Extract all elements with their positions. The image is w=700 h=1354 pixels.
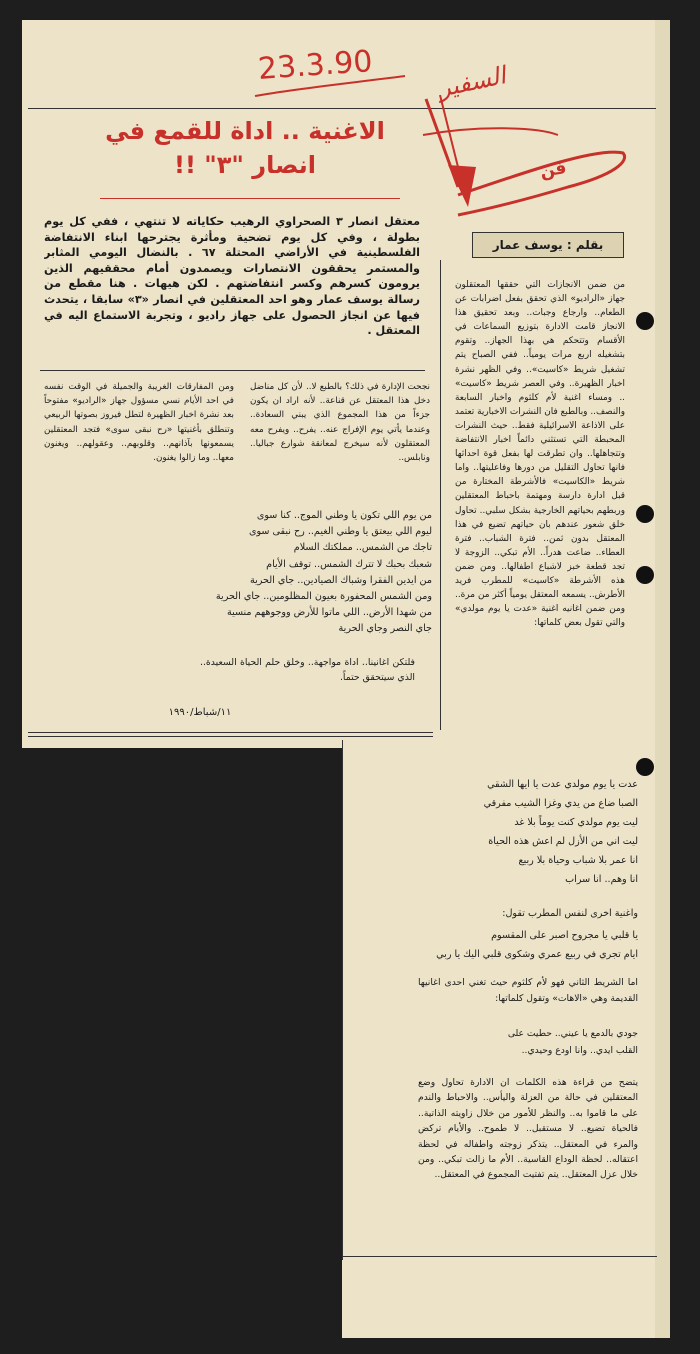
headline [90, 114, 400, 192]
bottom-rule [342, 1256, 657, 1257]
punch-hole [636, 312, 654, 330]
lyric-line: ليت يوم مولدي كنت يوماً بلا غد [514, 817, 638, 828]
article-column-right: من ضمن الانجازات التي حققها المعتقلون جهاز «الراديو» الذي تحقق بفعل اضرابات عن الطعام.. وارجاع وجبات.. وبعد تحقيق هذا الانجاز قامت الادارة بتوزيع السماعات في الأقسام وتتحكم هي بهذا الجهاز.. وتقوم بتشغيله اربع مرات يومياً.. ففي الصباح يتم تشغيل شريط «كاسيت».. وفي الظهر نشرة اخبار الظهيرة.. وفي العصر شريط «كاسيت» .. ومساء اغنية لأم كلثوم واخبار السابعة والنصف.. وبالطبع فان النشرات الاخبارية تعتمد على الاذاعة الاسرائيلية فقط.. حيث النشرات المحبطة التي تستثني دائماً اخبار الانتفاضة وتتجاهلها.. وان تطرقت لها بفعل قوة احداثها فانها تحاول التقليل من دورها وفاعليتها.. واما شريط «الكاسيت» فالأشرطة المختارة من قبل ادارة دارسة ومهتمة باحباط المعتقلين وربطهم بحياتهم الخارجية بشكل سلبي.. تحاول خلق شعور عندهم بان حياتهم تضيع في هذا المعتقل بدون ثمن.. فترة الشباب.. فترة العطاء.. ضاعت هدراً.. الأم تبكي.. الزوجة لا تجد قطعة خبز لاشباع اطفالها.. ومن ضمن هذه الأشرطة «كاسيت» للمطرب فريد الأطرش.. يسمعه المعتقل يومياً أكثر من مرة.. ومن ضمن اغانيه اغنية «عدت يا يوم مولدي» والتي تقول بعض كلماتها: [455, 280, 625, 629]
lyric-line: يا قلبي يا مجروح اصبر على المقسوم [491, 930, 638, 941]
lyric-line: من يوم اللي تكون يا وطني الموج.. كنا سوى [256, 510, 432, 521]
punch-hole [636, 758, 654, 776]
column-divider [342, 740, 343, 1260]
article-conclusion: يتضح من قراءة هذه الكلمات ان الادارة تحاول وضع المعتقلين في حالة من العزلة واليأس.. والاحباط والندم على ما قاموا به.. والنظر للأمور من خلال زاويته الذاتية.. فالحياة تضيع.. لا مستقبل.. لا طموح.. والأيام تركض والمرء في المعتقل.. يتذكر زوجته واطفاله في لحظة اعتقاله.. لحظة الوداع القاسية.. الأم ما زالت تبكي.. ومن خلال عزل المعتقل.. يتم تفتيت المجموع في المعتقل.. [418, 1077, 638, 1181]
lyric-line: عدت يا يوم مولدي عدت يا ايها الشقي [487, 779, 638, 790]
paper-fold-edge [655, 20, 670, 1338]
lyric-line: تاجك من الشمس.. مملكتك السلام [293, 542, 432, 554]
headline-underline [100, 198, 400, 199]
article-column-middle: نجحت الإدارة في ذلك؟ بالطبع لا.. لأن كل مناضل دخل هذا المعتقل عن قناعة.. لأنه اراد ان يكون جزءاً من هذا المجموع الذي يبني السعادة.. وعندما يأتي يوم الإفراج عنه.. يفرح.. ويفرح معه المعتقلون لأنه سيخرج لمعانقة شوارع جباليا.. ونابلس.. [250, 382, 430, 464]
lyric-line: جاي النصر وجاي الحرية [338, 623, 432, 635]
column-divider [440, 260, 441, 730]
headline-line-1: الاغنية .. اداة للقمع في [105, 117, 385, 145]
headline-line-2: انصار "٣" !! [174, 151, 316, 179]
byline: بقلم : يوسف عمار [472, 232, 624, 258]
lyric-line: القلب ايدي.. وانا اودع وحيدي.. [521, 1045, 638, 1056]
lyric-line: شعبك بحبك لا تترك الشمس.. توقف الأيام [266, 558, 432, 570]
closing-date: ١١/شباط/١٩٩٠ [168, 707, 232, 718]
article-column-left: ومن المفارقات الغريبة والجميلة في الوقت نفسه في احد الأيام نسي مسؤول جهاز «الراديو» مفتوحاً بعد نشرة اخبار الظهيرة لتطل فيروز بصوتها الربيعي وتنطلق بأغنيتها «رح نبقى سوى» فتجد المعتقلين يسمعونها بآذانهم.. وقلوبهم.. وعقولهم.. ويغنون معها.. وما زالوا يغنون. [44, 382, 234, 464]
handwritten-source-note: السفير [435, 61, 509, 103]
closing-text: فلتكن اغانينا.. اداة مواجهة.. وخلق حلم الحياة السعيدة.. الذي سيتحقق حتماً. [200, 657, 415, 683]
song-lyrics-fairuz [44, 508, 432, 640]
lyric-line: ليت اني من الأزل لم اعش هذه الحياة [488, 836, 638, 847]
lyric-line: من شهدا الأرض.. اللي ماتوا للأرض ووجوههم منسية [226, 607, 432, 619]
punch-hole [636, 566, 654, 584]
song-lyrics-farid [355, 775, 638, 893]
song2-lyrics [355, 926, 638, 966]
lyric-line: جودي بالدمع يا عيني.. حطيت على [507, 1028, 638, 1039]
section-rule [28, 732, 433, 733]
pen-logo-icon [418, 95, 628, 225]
lyric-line: ومن الشمس المحفورة بعيون المظلومين.. جاي الحرية [215, 591, 432, 603]
handwritten-date: 23.3.90 [256, 44, 374, 87]
lyric-line: الصبا ضاع من يدي وغزا الشيب مفرقي [483, 798, 638, 809]
lyric-line: ايام تجري في ربيع عمري وشكوى قلبي اليك يا ربي [436, 949, 638, 960]
lyric-line: من ايدين الفقرا وشباك الصيادين.. جاي الحرية [249, 574, 432, 586]
section-rule [28, 736, 433, 737]
lead-rule [40, 370, 425, 371]
umm-kulthum-lyrics [418, 1025, 638, 1065]
lyric-line: انا وهم.. انا سراب [565, 874, 638, 885]
umm-kulthum-intro: اما الشريط الثاني فهو لأم كلثوم حيث تغني احدى اغانيها القديمة وهي «الاهات» وتقول كلماتها: [418, 977, 638, 1004]
song2-intro: واغنية اخرى لنفس المطرب تقول: [502, 908, 638, 919]
section-tag: فن [538, 157, 568, 183]
date-underline [250, 70, 410, 100]
lead-paragraph: معتقل انصار ٣ الصحراوي الرهيب حكاياته لا تنتهي ، ففي كل يوم بطولة ، وفي كل يوم تضحية ومأثرة يجترحها ابناء الانتفاضة الفلسطينية في الأراضي المحتلة ٦٧ . بالنضال اليومي المثابر والمستمر يحققون الانتصارات ويصمدون أمام محققيهم الذين يرومون كسرهم وكسر انتفاضتهم . لكن هيهات . هنا مقطع من رسالة يوسف عمار وهو احد المعتقلين في انصار «٣» سابقا ، يتحدث فيها عن انجاز الحصول على جهاز راديو ، وتجربة الاستماع اليه في المعتقل . [44, 215, 420, 338]
lyric-line: ليوم اللي بيعتق يا وطني الغيم.. رح نبقى سوى [248, 526, 432, 538]
lyric-line: انا عمر بلا شباب وحياة بلا ربيع [518, 855, 638, 866]
punch-hole [636, 505, 654, 523]
